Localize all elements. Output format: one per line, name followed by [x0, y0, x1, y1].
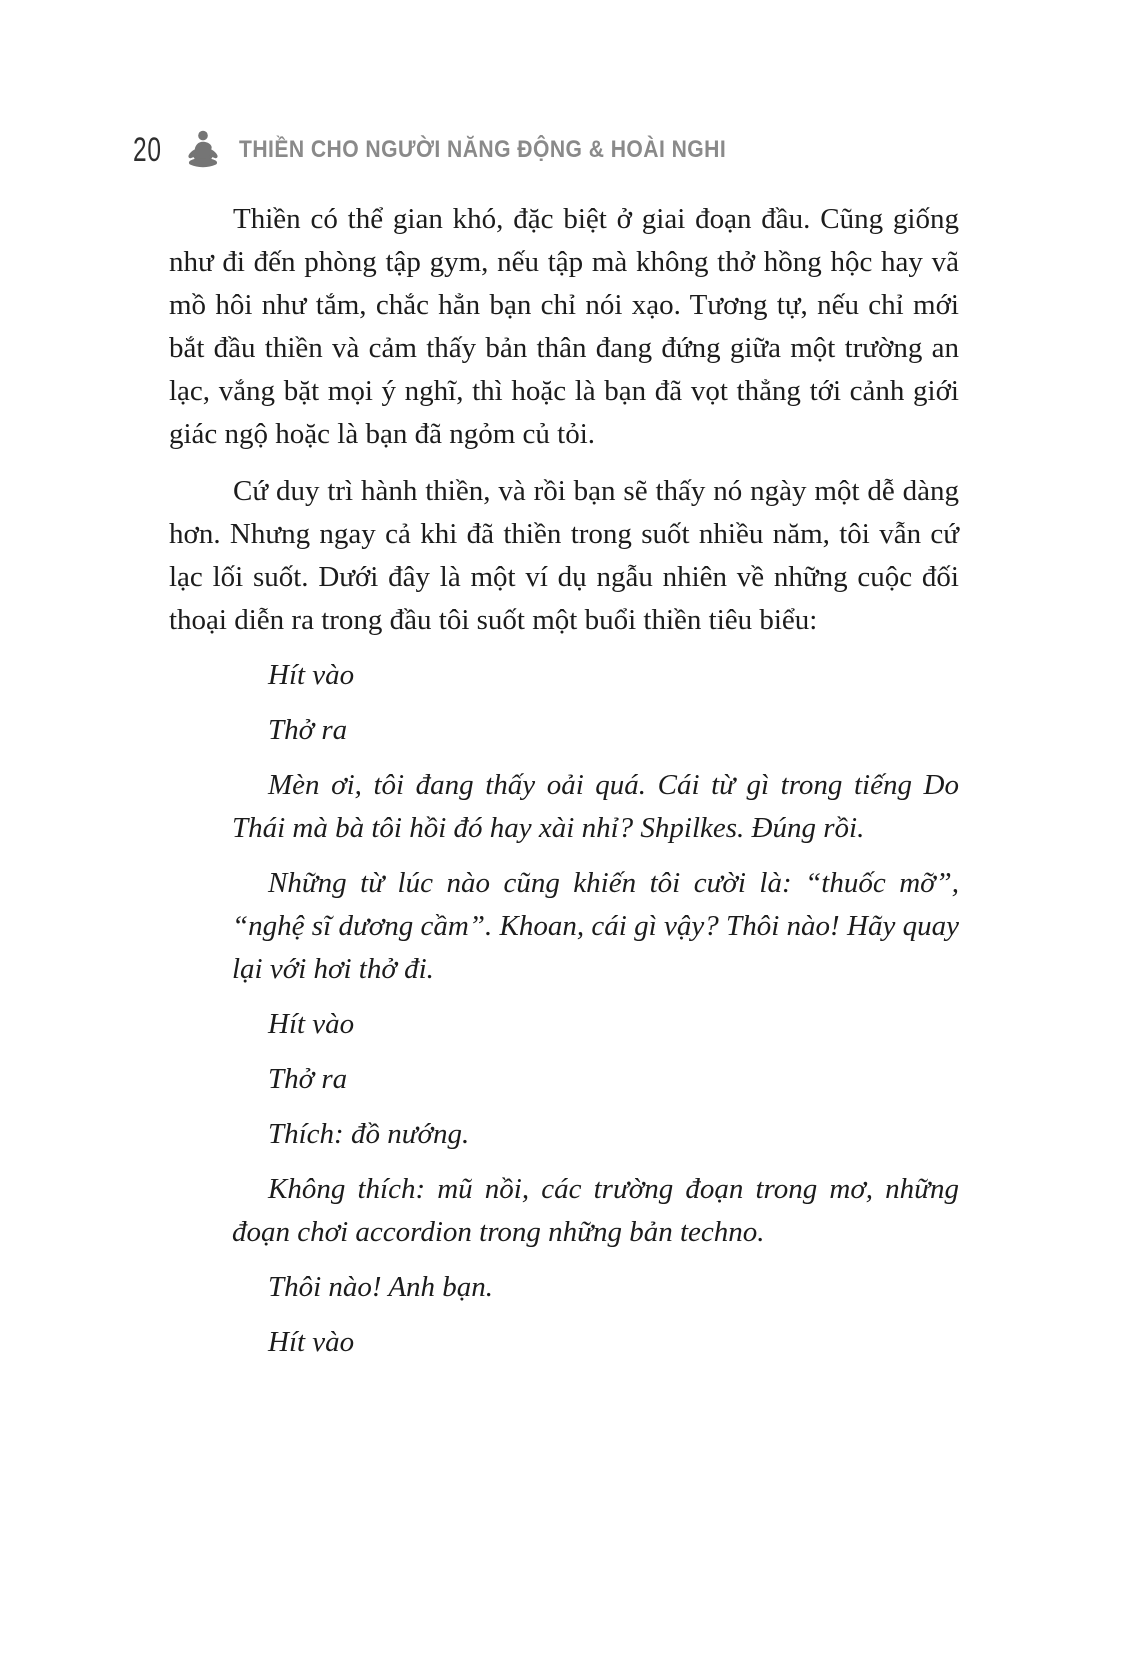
paragraph: Thiền có thể gian khó, đặc biệt ở giai đoạn đầu. Cũng giống như đi đến phòng tập gym, nếu tập mà không thở hồng hộc hay vã mồ hôi như tắm, chắc hẳn bạn chỉ nói xạo. Tương tự, nếu chỉ mới bắt đầu thiền và cảm thấy bản thân đang đứng giữa một trường an lạc, vắng bặt mọi ý nghĩ, thì hoặc là bạn đã vọt thẳng tới cảnh giới giác ngộ hoặc là bạn đã ngỏm củ tỏi.: [169, 203, 959, 450]
dialogue-line: Thở ra: [268, 714, 348, 746]
dialogue-line: Hít vào: [268, 659, 355, 691]
dialogue-line: Thôi nào! Anh bạn.: [268, 1271, 494, 1303]
running-header: [133, 128, 985, 172]
page-body: [169, 198, 959, 1364]
book-title: THIỀN CHO NGƯỜI NĂNG ĐỘNG & HOÀI NGHI: [238, 136, 726, 163]
dialogue-line: Hít vào: [268, 1326, 355, 1358]
dialogue-line: Hít vào: [268, 1008, 355, 1040]
dialogue-line: Thở ra: [268, 1063, 348, 1095]
paragraph: Cứ duy trì hành thiền, và rồi bạn sẽ thấy nó ngày một dễ dàng hơn. Nhưng ngay cả khi đã thiền trong suốt nhiều năm, tôi vẫn cứ lạc lối suốt. Dưới đây là một ví dụ ngẫu nhiên về những cuộc đối thoại diễn ra trong đầu tôi suốt một buổi thiền tiêu biểu:: [169, 475, 959, 636]
page-number: 20: [133, 131, 162, 169]
dialogue-line: Không thích: mũ nồi, các trường đoạn trong mơ, những đoạn chơi accordion trong những bản techno.: [232, 1173, 959, 1248]
dialogue-line: Những từ lúc nào cũng khiến tôi cười là: “thuốc mỡ”, “nghệ sĩ dương cầm”. Khoan, cái gì vậy? Thôi nào! Hãy quay lại với hơi thở đi.: [232, 867, 959, 985]
dialogue-line: Mèn ơi, tôi đang thấy oải quá. Cái từ gì trong tiếng Do Thái mà bà tôi hồi đó hay xài nhỉ? Shpilkes. Đúng rồi.: [232, 769, 959, 844]
dialogue-line: Thích: đồ nướng.: [268, 1118, 470, 1150]
meditation-icon: [181, 130, 225, 170]
